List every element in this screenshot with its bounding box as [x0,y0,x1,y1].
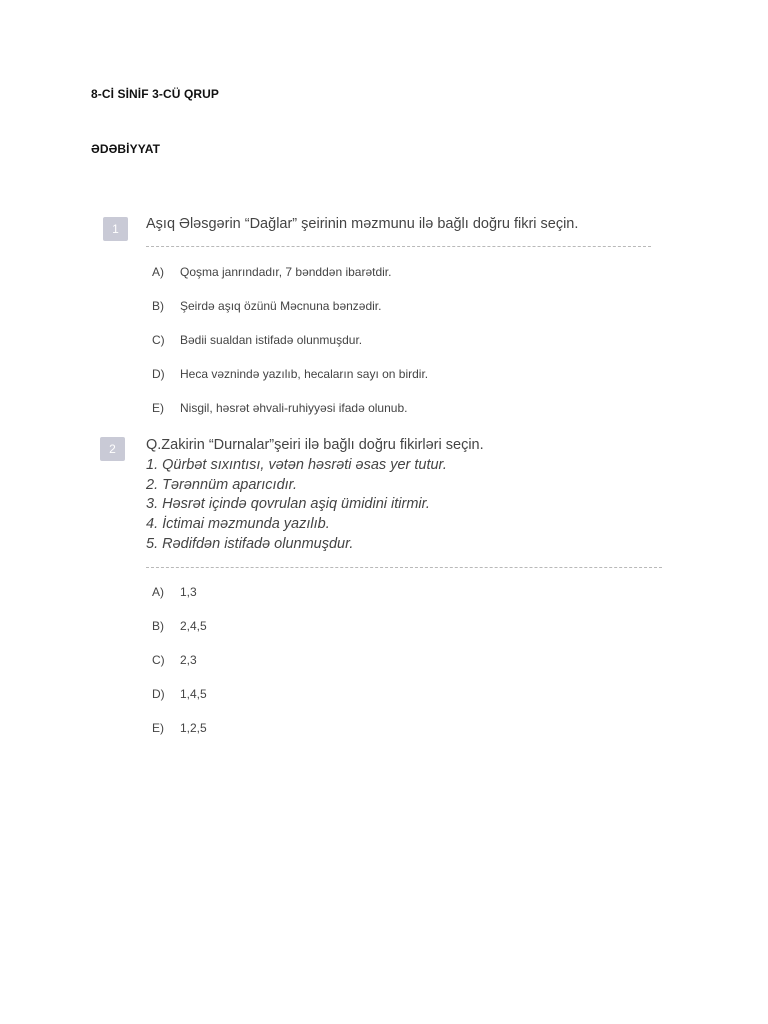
answer-option-d[interactable] [152,367,428,381]
statement-3: 3. Həsrət içində qovrulan aşiq ümidini itirmir. [146,496,430,512]
statement-1: 1. Qürbət sıxıntısı, vətən həsrəti əsas yer tutur. [146,457,447,473]
answer-option-d[interactable] [152,687,207,701]
question-text: Q.Zakirin “Durnalar”şeiri ilə bağlı doğru fikirləri seçin. [146,437,484,453]
option-letter: E) [152,401,164,415]
option-letter: B) [152,619,164,633]
answer-option-c[interactable] [152,653,197,667]
option-text: 2,3 [180,653,197,667]
option-text: Heca vəznində yazılıb, hecaların sayı on birdir. [180,367,429,381]
option-letter: C) [152,333,165,347]
option-text: Qoşma janrındadır, 7 bənddən ibarətdir. [180,265,392,279]
option-letter: A) [152,585,164,599]
grade-group-heading: 8-Cİ SİNİF 3-CÜ QRUP [91,87,220,101]
answer-option-e[interactable] [152,401,407,415]
question-divider [146,567,662,568]
statement-5: 5. Rədifdən istifadə olunmuşdur. [146,536,354,552]
option-letter: E) [152,721,164,735]
subject-heading: ƏDƏBİYYAT [91,142,161,156]
option-text: Şeirdə aşıq özünü Məcnuna bənzədir. [180,299,382,313]
option-text: 2,4,5 [180,619,207,633]
option-letter: A) [152,265,164,279]
option-letter: D) [152,687,165,701]
answer-option-b[interactable] [152,299,381,313]
answer-option-e[interactable] [152,721,207,735]
statement-2: 2. Tərənnüm aparıcıdır. [146,477,297,493]
answer-option-a[interactable] [152,265,391,279]
question-number-badge: 2 [100,437,125,461]
option-letter: D) [152,367,165,381]
option-text: 1,3 [180,585,197,599]
option-text: 1,2,5 [180,721,207,735]
answer-option-c[interactable] [152,333,362,347]
option-letter: C) [152,653,165,667]
question-number-badge: 1 [103,217,128,241]
question-divider [146,246,651,247]
option-text: Bədii sualdan istifadə olunmuşdur. [180,333,363,347]
question-text: Aşıq Ələsgərin “Dağlar” şeirinin məzmunu ilə bağlı doğru fikri seçin. [146,216,579,232]
option-letter: B) [152,299,164,313]
answer-option-b[interactable] [152,619,207,633]
statement-4: 4. İctimai məzmunda yazılıb. [146,516,330,532]
option-text: Nisgil, həsrət əhvali-ruhiyyəsi ifadə olunub. [180,401,408,415]
answer-option-a[interactable] [152,585,197,599]
option-text: 1,4,5 [180,687,207,701]
